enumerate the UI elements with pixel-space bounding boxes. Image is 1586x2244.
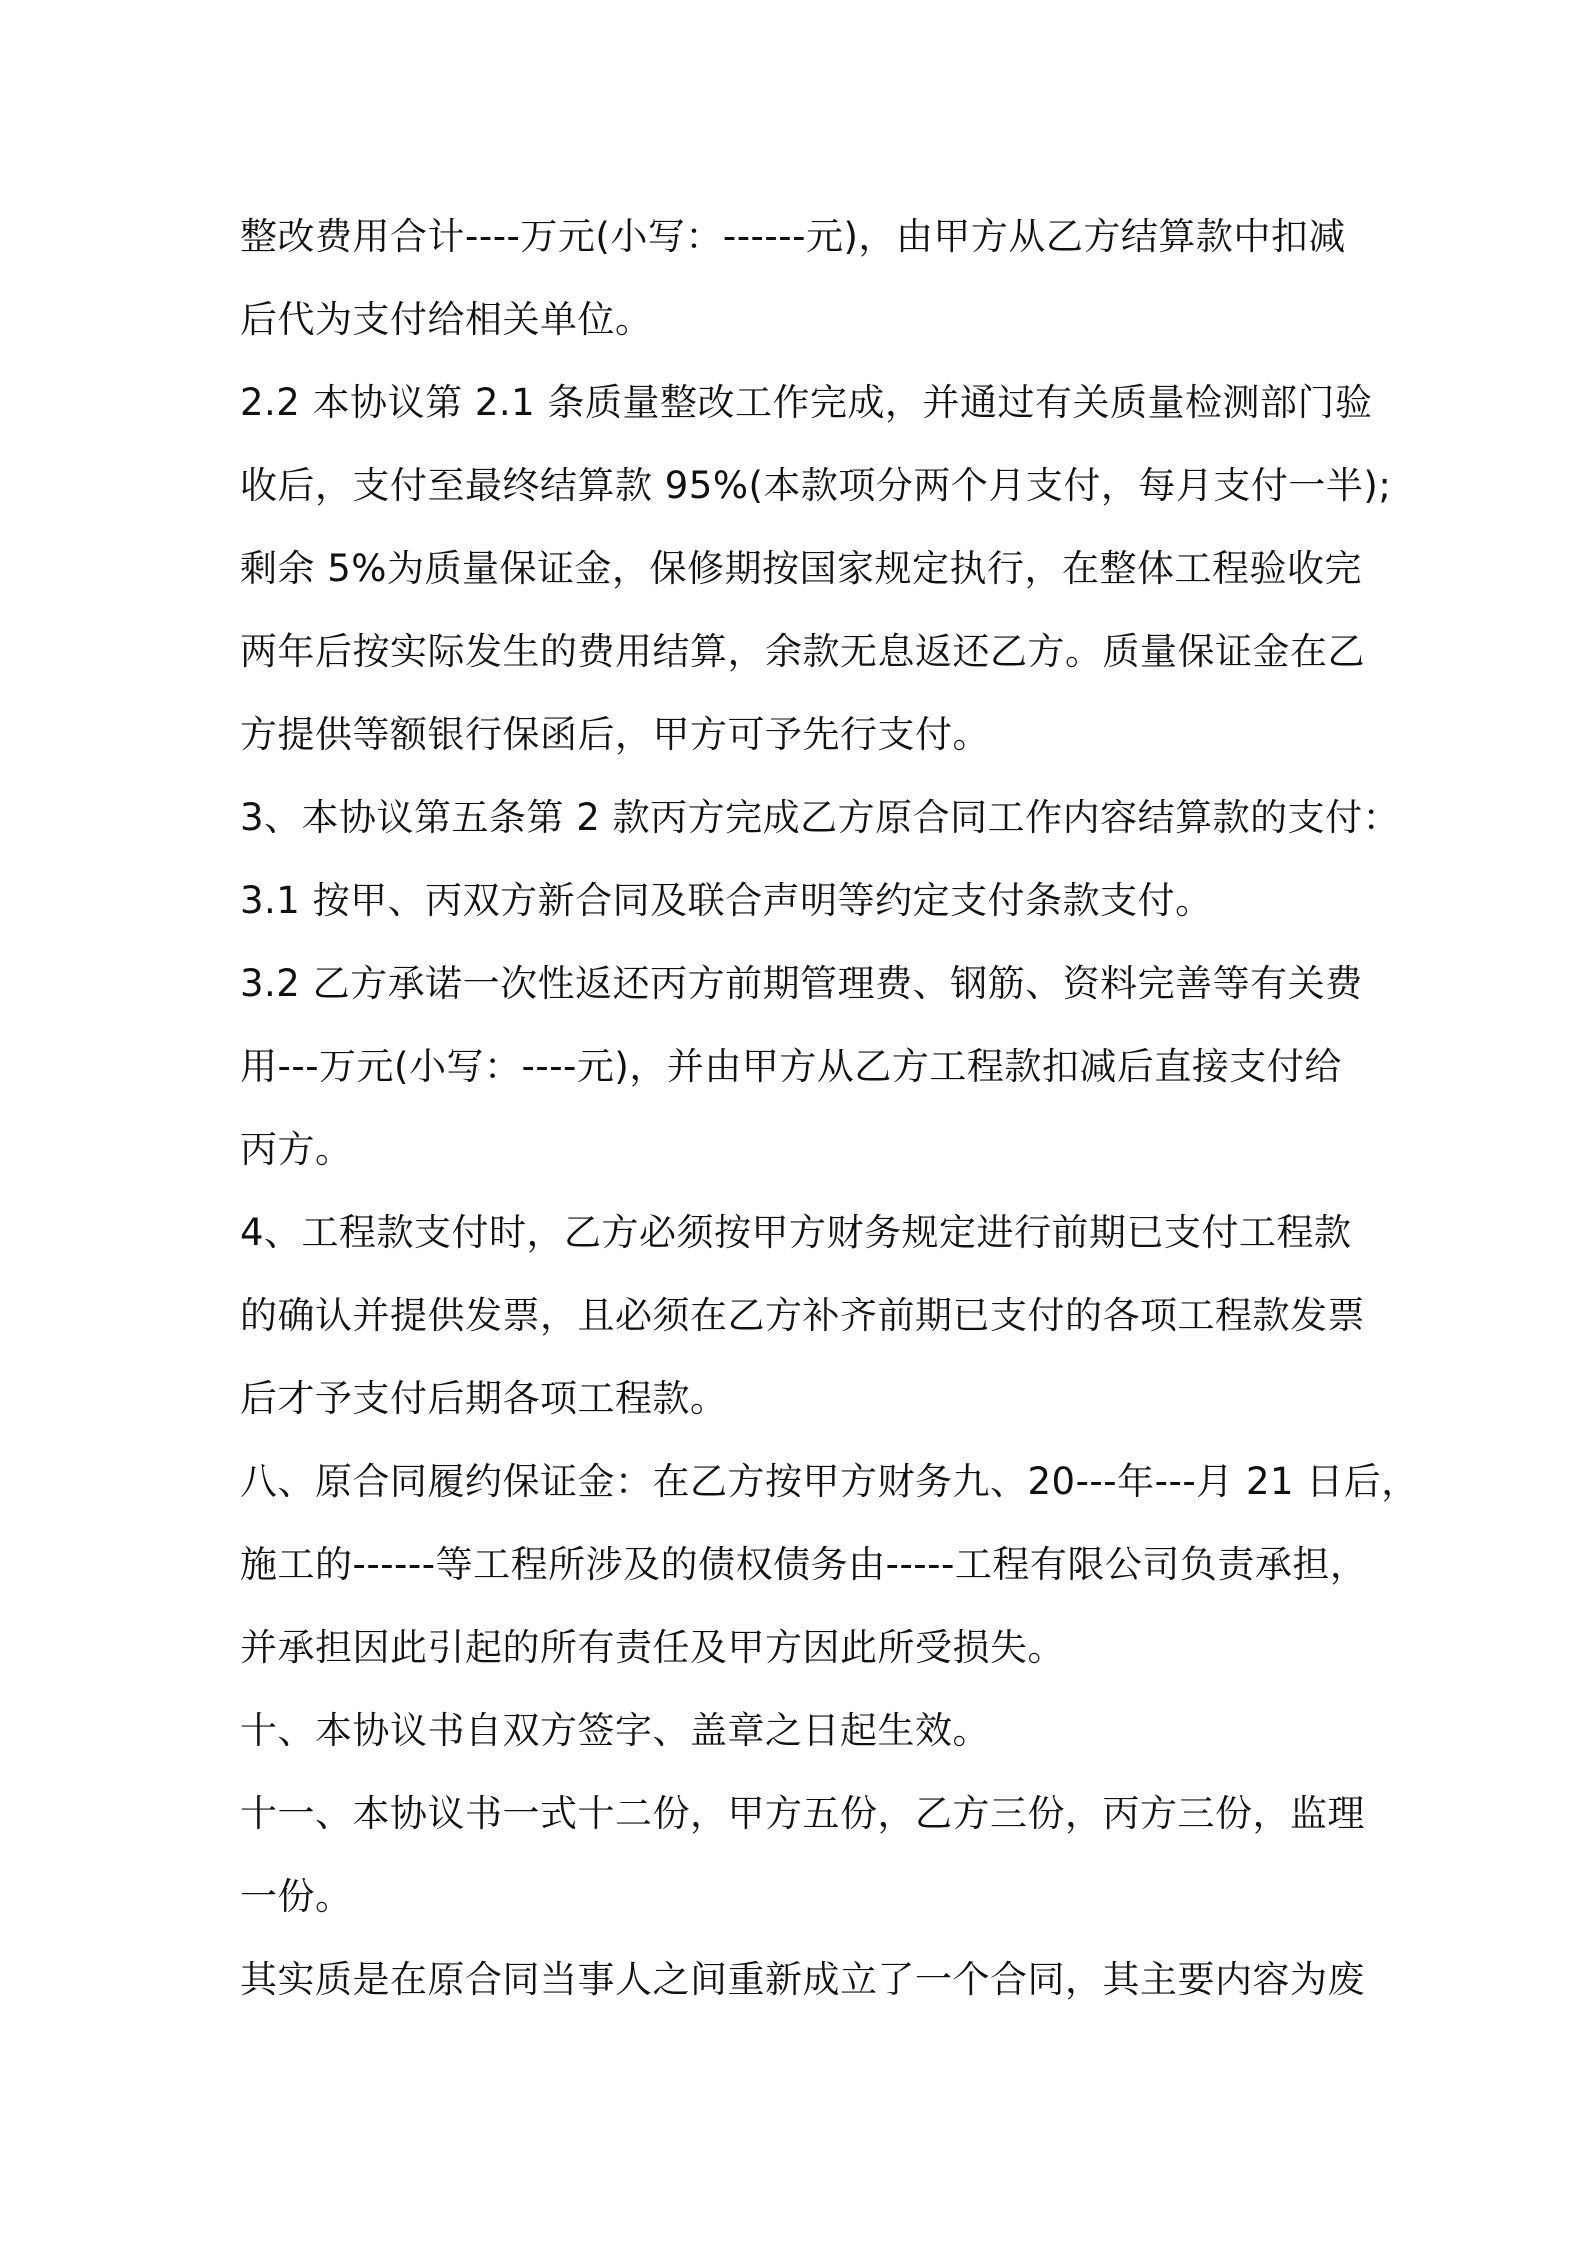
text-line: 施工的------等工程所涉及的债权债务由-----工程有限公司负责承担， [240,1543,1368,1586]
document-body [240,195,1419,2021]
text-line: 八、原合同履约保证金：在乙方按甲方财务九、20---年---月 21 日后， [240,1460,1419,1503]
text-line: 的确认并提供发票，且必须在乙方补齐前期已支付的各项工程款发票 [240,1294,1365,1337]
text-line: 3.1 按甲、丙双方新合同及联合声明等约定支付条款支付。 [240,879,1213,922]
text-line: 后代为支付给相关单位。 [240,298,653,341]
text-line: 3.2 乙方承诺一次性返还丙方前期管理费、钢筋、资料完善等有关费 [240,962,1363,1005]
text-line: 2.2 本协议第 2.1 条质量整改工作完成，并通过有关质量检测部门验 [240,381,1373,424]
text-line: 方提供等额银行保函后，甲方可予先行支付。 [240,713,990,756]
text-line: 两年后按实际发生的费用结算，余款无息返还乙方。质量保证金在乙 [240,630,1365,673]
text-line: 其实质是在原合同当事人之间重新成立了一个合同，其主要内容为废 [240,1958,1365,2001]
text-line: 用---万元(小写：----元)，并由甲方从乙方工程款扣减后直接支付给 [240,1045,1342,1088]
text-line: 4、工程款支付时，乙方必须按甲方财务规定进行前期已支付工程款 [240,1211,1352,1254]
text-line: 整改费用合计----万元(小写：------元)，由甲方从乙方结算款中扣减 [240,215,1346,258]
text-line: 十一、本协议书一式十二份，甲方五份，乙方三份，丙方三份，监理 [240,1792,1365,1835]
text-line: 3、本协议第五条第 2 款丙方完成乙方原合同工作内容结算款的支付： [240,796,1401,839]
text-line: 后才予支付后期各项工程款。 [240,1377,728,1420]
text-line: 剩余 5%为质量保证金，保修期按国家规定执行，在整体工程验收完 [240,547,1362,590]
text-line: 收后，支付至最终结算款 95%(本款项分两个月支付，每月支付一半); [240,464,1392,507]
text-line: 一份。 [240,1875,353,1918]
text-line: 并承担因此引起的所有责任及甲方因此所受损失。 [240,1626,1065,1669]
text-line: 十、本协议书自双方签字、盖章之日起生效。 [240,1709,990,1752]
text-line: 丙方。 [240,1128,353,1171]
